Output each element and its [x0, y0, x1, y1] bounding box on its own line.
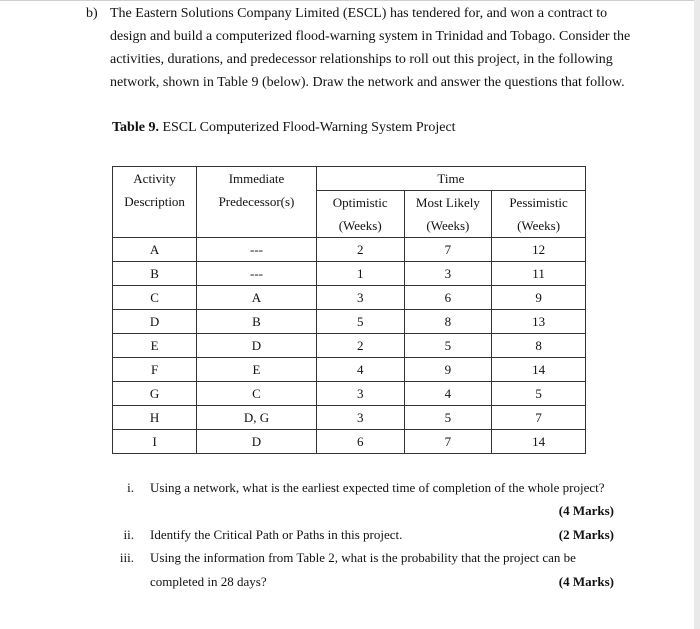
cell-predecessor: D	[197, 430, 317, 454]
header-activity-line-1: Activity	[133, 171, 176, 186]
header-activity	[113, 167, 197, 238]
cell-activity: G	[113, 382, 197, 406]
header-activity-line-2: Description	[124, 194, 185, 209]
header-row-1	[113, 167, 586, 191]
cell-activity: C	[113, 286, 197, 310]
cell-optimistic: 5	[316, 310, 404, 334]
table-caption-label: Table 9.	[112, 120, 159, 135]
table-row	[113, 358, 586, 382]
cell-pessimistic: 14	[492, 358, 586, 382]
intro-line-2: design and build a computerized flood-warning system in Trinidad and Tobago. Consider the	[110, 29, 631, 44]
cell-optimistic: 3	[316, 286, 404, 310]
question-marks: (2 Marks)	[558, 527, 614, 542]
cell-pessimistic: 8	[492, 334, 586, 358]
cell-most-likely: 4	[404, 382, 492, 406]
cell-activity: B	[113, 262, 197, 286]
cell-optimistic: 1	[316, 262, 404, 286]
cell-pessimistic: 13	[492, 310, 586, 334]
top-edge	[0, 0, 700, 1]
question-text: Using a network, what is the earliest expected time of completion of the whole project?	[150, 480, 605, 495]
cell-pessimistic: 12	[492, 238, 586, 262]
header-predecessor-line-2: Predecessor(s)	[218, 194, 295, 209]
cell-optimistic: 2	[316, 334, 404, 358]
cell-most-likely: 5	[404, 406, 492, 430]
table-row	[113, 238, 586, 262]
intro-line-4: network, shown in Table 9 (below). Draw the network and answer the questions that follow.	[110, 75, 625, 90]
question-number: iii.	[119, 550, 134, 565]
table-row	[113, 310, 586, 334]
cell-pessimistic: 7	[492, 406, 586, 430]
table-caption-text: ESCL Computerized Flood-Warning System Project	[158, 120, 456, 135]
question-marks: (4 Marks)	[558, 574, 614, 589]
cell-activity: A	[113, 238, 197, 262]
cell-activity: I	[113, 430, 197, 454]
question-text: Using the information from Table 2, what is the probability that the project can be	[150, 550, 576, 565]
table-row	[113, 406, 586, 430]
header-most-likely-line-1: Most Likely	[415, 195, 480, 210]
table-row	[113, 382, 586, 406]
cell-activity: E	[113, 334, 197, 358]
cell-most-likely: 6	[404, 286, 492, 310]
header-pessimistic-line-1: Pessimistic	[509, 195, 568, 210]
cell-activity: D	[113, 310, 197, 334]
cell-most-likely: 7	[404, 238, 492, 262]
question-text: Identify the Critical Path or Paths in this project.	[150, 527, 403, 542]
header-most-likely-line-2: (Weeks)	[426, 218, 470, 233]
header-optimistic	[316, 191, 404, 238]
header-optimistic-line-2: (Weeks)	[338, 218, 382, 233]
cell-optimistic: 4	[316, 358, 404, 382]
cell-predecessor: ---	[197, 262, 317, 286]
header-predecessor-line-1: Immediate	[228, 171, 285, 186]
cell-most-likely: 7	[404, 430, 492, 454]
intro-label: b)	[86, 6, 98, 21]
question-text: completed in 28 days?	[150, 574, 267, 589]
cell-most-likely: 3	[404, 262, 492, 286]
right-scroll-edge	[694, 0, 700, 629]
cell-activity: H	[113, 406, 197, 430]
project-table	[112, 166, 586, 454]
table-row	[113, 430, 586, 454]
table-caption	[112, 120, 456, 136]
cell-pessimistic: 11	[492, 262, 586, 286]
table-row	[113, 334, 586, 358]
question-number: ii.	[123, 527, 134, 542]
question-number: i.	[127, 480, 134, 495]
header-pessimistic-line-2: (Weeks)	[517, 218, 561, 233]
cell-predecessor: D	[197, 334, 317, 358]
table-row	[113, 262, 586, 286]
cell-activity: F	[113, 358, 197, 382]
intro-line-3: activities, durations, and predecessor relationships to roll out this project, in the following	[110, 52, 613, 67]
cell-optimistic: 3	[316, 406, 404, 430]
header-time: Time	[316, 167, 585, 191]
header-most-likely	[404, 191, 492, 238]
cell-predecessor: E	[197, 358, 317, 382]
cell-most-likely: 8	[404, 310, 492, 334]
header-optimistic-line-1: Optimistic	[332, 195, 388, 210]
cell-predecessor: D, G	[197, 406, 317, 430]
cell-pessimistic: 5	[492, 382, 586, 406]
cell-predecessor: A	[197, 286, 317, 310]
cell-most-likely: 9	[404, 358, 492, 382]
cell-optimistic: 3	[316, 382, 404, 406]
question-marks: (4 Marks)	[558, 503, 614, 518]
cell-predecessor: C	[197, 382, 317, 406]
table-row	[113, 286, 586, 310]
cell-predecessor: B	[197, 310, 317, 334]
cell-pessimistic: 9	[492, 286, 586, 310]
intro-line-1: The Eastern Solutions Company Limited (ESCL) has tendered for, and won a contract to	[110, 6, 608, 21]
header-predecessor	[197, 167, 317, 238]
cell-optimistic: 6	[316, 430, 404, 454]
cell-predecessor: ---	[197, 238, 317, 262]
cell-optimistic: 2	[316, 238, 404, 262]
header-pessimistic	[492, 191, 586, 238]
cell-pessimistic: 14	[492, 430, 586, 454]
cell-most-likely: 5	[404, 334, 492, 358]
